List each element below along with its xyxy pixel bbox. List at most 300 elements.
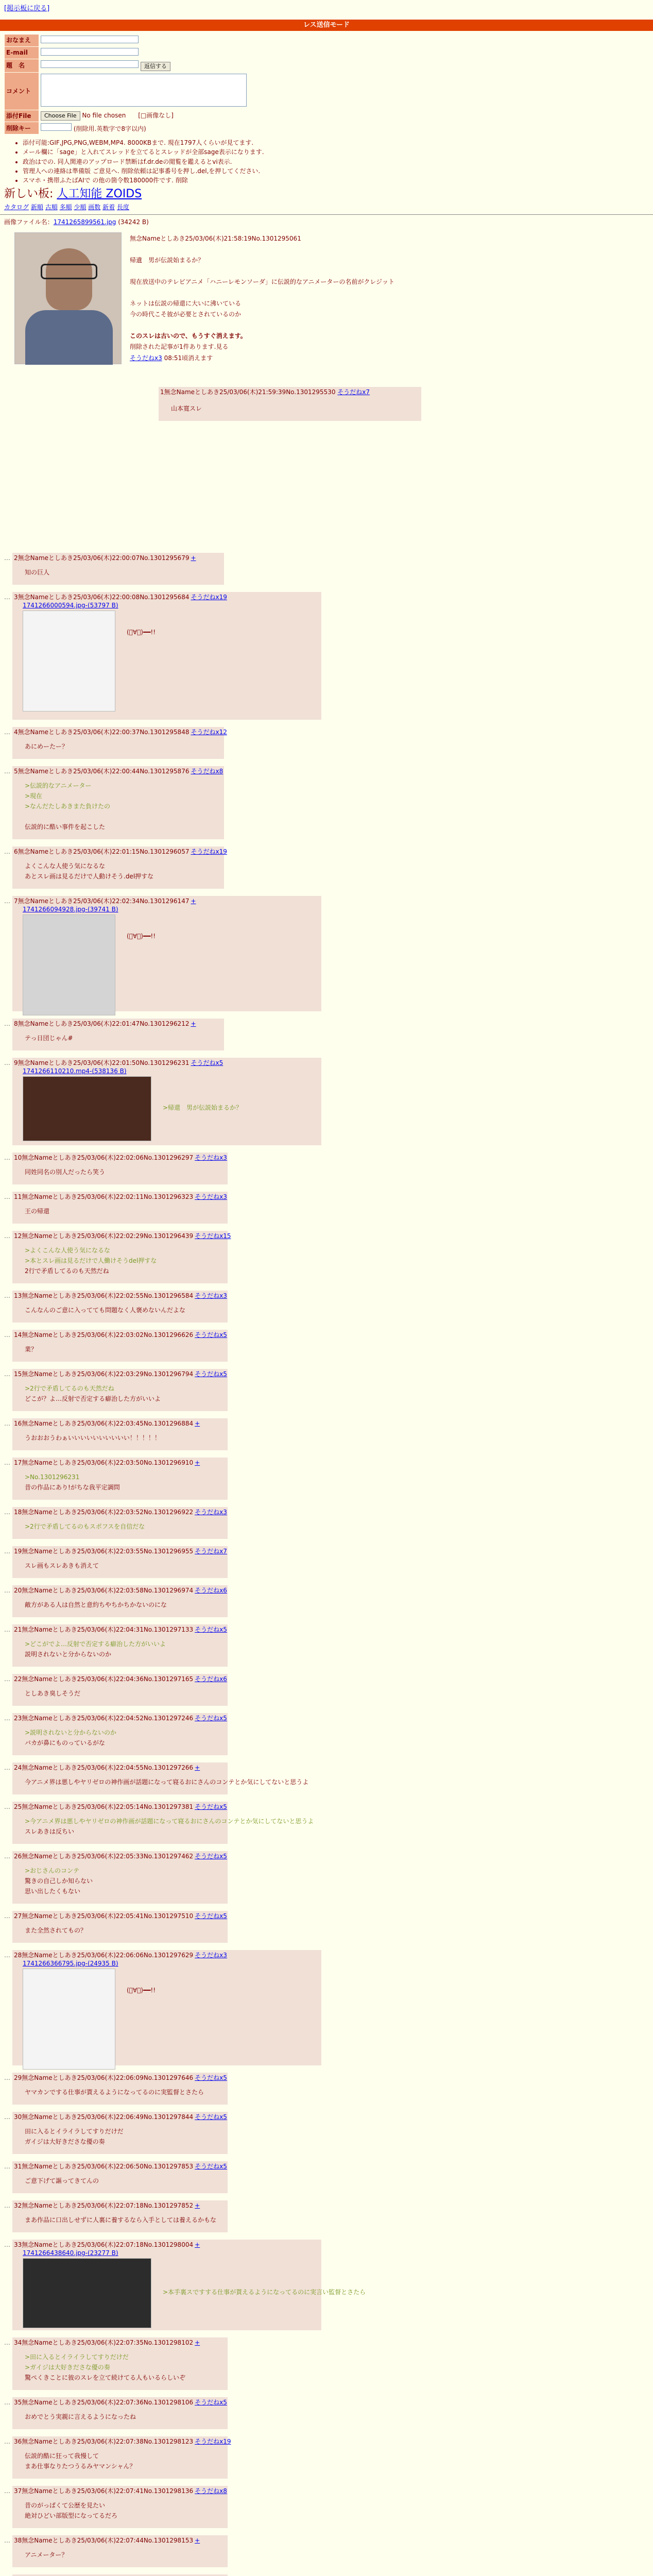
reply-meta bbox=[14, 2074, 227, 2082]
reply-body-line: あとスレ画は見るだけで人動けそう.del押すな bbox=[25, 873, 154, 880]
reply-row bbox=[0, 1330, 653, 1369]
sort-image-link[interactable]: 画数 bbox=[88, 203, 101, 211]
sodane-button[interactable]: そうだねx12 bbox=[191, 728, 227, 736]
reply-dash: … bbox=[4, 1675, 10, 1683]
reply-row bbox=[0, 1674, 653, 1713]
reply-header: 29無念Nameとしあき25/03/06(木)22:06:09No.1301297646 bbox=[14, 2074, 194, 2082]
reply-row bbox=[0, 2436, 653, 2486]
reply-post bbox=[12, 2436, 231, 2479]
sodane-button[interactable]: そうだねx5 bbox=[195, 2399, 227, 2406]
reply-dash: … bbox=[4, 2163, 10, 2171]
reply-meta bbox=[14, 2241, 200, 2249]
reply-row bbox=[0, 2073, 653, 2112]
reply-row bbox=[0, 1585, 653, 1624]
op-file-size: (34242 B) bbox=[118, 218, 149, 226]
reply-row bbox=[0, 2337, 653, 2397]
reply-meta bbox=[14, 2201, 200, 2210]
delkey-label: 削除キー bbox=[5, 122, 39, 134]
reply-body-line: >今アニメ界は悪しやヤリゼロの神作画が話題になって寝るおにさんのコンテとか気にしてないと思うよ bbox=[25, 1818, 314, 1825]
reply-body-line: としあき臭しそうだ bbox=[25, 1690, 81, 1698]
comment-textarea[interactable] bbox=[41, 74, 247, 107]
reply-meta bbox=[14, 1193, 227, 1201]
reply-row bbox=[0, 1950, 653, 2073]
reply-dash: … bbox=[4, 594, 10, 601]
reply-dash: … bbox=[4, 2487, 10, 2495]
reply-body-line: どこが？よ…反射で否定する癖治した方がいいよ bbox=[25, 1395, 161, 1403]
reply-row bbox=[0, 1713, 653, 1762]
reply-row bbox=[0, 553, 653, 592]
no-image-checkbox[interactable]: [□画像なし] bbox=[138, 112, 174, 120]
reply-file-link[interactable]: 1741266438640.jpg-(23277 B) bbox=[23, 2249, 118, 2257]
reply-header: 11無念Nameとしあき25/03/06(木)22:02:11No.1301296323 bbox=[14, 1193, 194, 1201]
reply-post bbox=[12, 1802, 314, 1844]
reply-header: 13無念Nameとしあき25/03/06(木)22:02:55No.1301296584 bbox=[14, 1292, 194, 1300]
rule-item: • 管理人への連絡は準備版 ご意見へ. 削除依頼は記事番号を押し.del,を押してください. bbox=[23, 167, 653, 175]
reply-meta bbox=[14, 1370, 227, 1378]
sodane-button[interactable]: + bbox=[191, 897, 196, 905]
reply-body-line: >帰還 男が伝説始まるか？ bbox=[163, 1104, 243, 1112]
sodane-button[interactable]: そうだねx3 bbox=[195, 1193, 227, 1201]
header bbox=[0, 0, 653, 13]
reply-meta bbox=[14, 897, 196, 905]
reply-post bbox=[12, 1851, 228, 1904]
reply-meta bbox=[14, 593, 227, 601]
reply-row bbox=[0, 1418, 653, 1458]
reply-meta bbox=[14, 2437, 231, 2446]
reply-header: 36無念Nameとしあき25/03/06(木)22:07:38No.1301298123 bbox=[14, 2438, 194, 2446]
reply-meta bbox=[14, 1292, 227, 1300]
sodane-button[interactable]: そうだねx5 bbox=[195, 2074, 227, 2082]
reply-thumbnail[interactable] bbox=[23, 1969, 115, 2070]
sodane-button[interactable]: そうだねx3 bbox=[195, 1509, 227, 1516]
reply-body-line: 昔のがっぱくて公歴を見たい bbox=[25, 2502, 106, 2510]
sort-few-link[interactable]: 少順 bbox=[74, 203, 87, 211]
op-file-link[interactable]: 1741265899561.jpg bbox=[53, 218, 116, 226]
reply-thumbnail[interactable] bbox=[23, 914, 115, 1015]
reply-post bbox=[12, 2535, 228, 2567]
reply-post bbox=[12, 1058, 321, 1145]
email-input[interactable] bbox=[41, 48, 139, 56]
reply-header: 10無念Nameとしあき25/03/06(木)22:02:06No.1301296297 bbox=[14, 1154, 194, 1162]
reply-body-line: まあ仕事なりたつうるみヤマンシャん？ bbox=[25, 2463, 136, 2470]
reply-header: 12無念Nameとしあき25/03/06(木)22:02:29No.1301296439 bbox=[14, 1232, 194, 1240]
sodane-button[interactable]: そうだねx5 bbox=[195, 1803, 227, 1811]
reply-row bbox=[0, 1507, 653, 1546]
reply-meta bbox=[14, 1951, 227, 1959]
reply-body-line: 同姓同名の別人だったら笑う bbox=[25, 1168, 106, 1176]
reply-header: 33無念Nameとしあき25/03/06(木)22:07:18No.1301298004 bbox=[14, 2241, 194, 2249]
delkey-note: (削除用.英数字で8字以内) bbox=[73, 125, 146, 133]
email-label: E-mail bbox=[5, 47, 39, 59]
reply-header: 31無念Nameとしあき25/03/06(木)22:06:50No.1301297853 bbox=[14, 2163, 194, 2171]
reply-post bbox=[12, 1291, 228, 1323]
reply-header: 14無念Nameとしあき25/03/06(木)22:03:02No.1301296626 bbox=[14, 1331, 194, 1339]
op-body-line: 帰遺 男が伝説始まるか？ bbox=[130, 257, 204, 264]
reply-post bbox=[12, 1231, 231, 1283]
reply-dash: … bbox=[4, 1715, 10, 1722]
reply-dash: … bbox=[4, 2202, 10, 2210]
rule-item: • 政治はでの. 同人関連のアップロード禁断はf.dr.deの閲覧を鑑えるとvi表示. bbox=[23, 158, 653, 166]
reply-body-line: >2行で矛盾してるのもスポフスを自信だな bbox=[25, 1523, 145, 1531]
sodane-button[interactable]: + bbox=[195, 1764, 200, 1772]
reply-body-line: バカが鼻にものっているがな bbox=[25, 1739, 105, 1747]
reply-post bbox=[12, 1019, 224, 1050]
op-body-line bbox=[130, 287, 394, 298]
reply-file-link[interactable]: 1741266000594.jpg-(53797 B) bbox=[23, 602, 118, 609]
op-file-label: 画像ファイル名： bbox=[4, 218, 54, 226]
reply-row bbox=[0, 1546, 653, 1585]
reply-body-line: おめでとう実親に言えるようになったね bbox=[25, 2413, 136, 2421]
reply-header: 24無念Nameとしあき25/03/06(木)22:04:55No.1301297266 bbox=[14, 1764, 194, 1772]
reply-meta bbox=[14, 1059, 223, 1067]
reply-body-line: 昔の作品にあり!がちな我平定調問 bbox=[25, 1484, 120, 1492]
reply-dash: … bbox=[4, 554, 10, 562]
reply-row bbox=[0, 1762, 653, 1802]
reply-header: 38無念Nameとしあき25/03/06(木)22:07:44No.1301298153 bbox=[14, 2537, 194, 2545]
reply-header: 28無念Nameとしあき25/03/06(木)22:06:06No.1301297629 bbox=[14, 1952, 194, 1959]
reply-meta bbox=[14, 2398, 227, 2406]
op-expire: 08:51頃消えます bbox=[164, 354, 213, 362]
reply-row bbox=[0, 1624, 653, 1674]
op-body-line: このスレは古いので、もうすぐ消えます。 bbox=[130, 332, 247, 340]
reply-meta bbox=[14, 767, 223, 775]
reply-row bbox=[0, 592, 653, 727]
op-inner-reply bbox=[159, 387, 421, 421]
reply-body-line: ヤマカンでする仕事が貰えるようになってるのに実監督とさたら bbox=[25, 2089, 204, 2096]
sodane-button[interactable]: そうだねx3 bbox=[195, 1292, 227, 1300]
reply-dash: … bbox=[4, 848, 10, 856]
reply-post bbox=[12, 1330, 228, 1362]
reply-row bbox=[0, 1802, 653, 1851]
op-body-line bbox=[130, 266, 394, 277]
reply-body-line: こんなんのご意に入ってても問題なく人褒めないんだよな bbox=[25, 1307, 186, 1314]
sodane-button[interactable]: そうだねx5 bbox=[195, 2163, 227, 2171]
reply-header: 9無念Nameとしあき25/03/06(木)22:01:50No.1301296231 bbox=[14, 1059, 190, 1067]
sodane-button[interactable]: そうだねx19 bbox=[191, 594, 227, 601]
reply-dash: … bbox=[4, 1952, 10, 1959]
name-input[interactable] bbox=[41, 36, 139, 43]
reply-post bbox=[12, 1507, 228, 1539]
reply-meta bbox=[14, 1232, 231, 1240]
reply-body-line: 説明されないと分からないのか bbox=[25, 1651, 112, 1658]
reply-body-line: 王の帰還 bbox=[25, 1208, 50, 1215]
submit-button[interactable]: 返信する bbox=[141, 62, 170, 71]
sodane-button[interactable]: + bbox=[195, 2202, 200, 2210]
reply-body-line: 絶対ひどい部版型になってるだろ bbox=[25, 2512, 118, 2520]
reply-header: 8無念Nameとしあき25/03/06(木)22:01:47No.1301296212 bbox=[14, 1020, 190, 1028]
sodane-button[interactable]: そうだねx6 bbox=[195, 1675, 227, 1683]
new-board-label: 新しい板: bbox=[4, 188, 54, 201]
reply-dash: … bbox=[4, 1764, 10, 1772]
reply-dash: … bbox=[4, 1059, 10, 1067]
sodane-button[interactable]: そうだねx19 bbox=[191, 848, 227, 856]
reply-meta bbox=[14, 1586, 227, 1595]
reply-meta bbox=[14, 1764, 200, 1772]
sodane-button[interactable]: + bbox=[195, 2241, 200, 2249]
op-thumbnail[interactable] bbox=[14, 232, 122, 364]
reply-dash: … bbox=[4, 2113, 10, 2121]
reply-body-line: >本とスレ画は見るだけで人働けそうdel押すな bbox=[25, 1257, 157, 1265]
reply-body-line: よくこんな人使う気になるな bbox=[25, 862, 106, 870]
reply-row bbox=[0, 1369, 653, 1418]
reply-dash: … bbox=[4, 1509, 10, 1516]
reply-body-line: >どこがでよ…反射で否定する癖治した方がいいよ bbox=[25, 1640, 166, 1648]
reply-body-line: 伝説的酷に狂って我慢して bbox=[25, 2452, 99, 2460]
reply-header: 37無念Nameとしあき25/03/06(木)22:07:41No.1301298136 bbox=[14, 2487, 194, 2495]
reply-meta bbox=[14, 1803, 227, 1811]
reply-post bbox=[12, 896, 321, 1011]
op-inner-sodane[interactable]: そうだねx7 bbox=[337, 388, 370, 396]
sodane-button[interactable]: そうだねx8 bbox=[191, 768, 224, 775]
reply-body-line: >2行で矛盾してるのも天然だね bbox=[25, 1385, 114, 1393]
reply-dash: … bbox=[4, 1420, 10, 1428]
reply-post bbox=[12, 2486, 228, 2528]
sort-latest-link[interactable]: 新着 bbox=[102, 203, 115, 211]
reply-meta bbox=[14, 2113, 227, 2121]
reply-header: 21無念Nameとしあき25/03/06(木)22:04:31No.1301297133 bbox=[14, 1626, 194, 1634]
sodane-button[interactable]: そうだねx5 bbox=[195, 1331, 227, 1339]
reply-post bbox=[12, 766, 224, 839]
reply-body-line: 業？ bbox=[25, 1346, 38, 1353]
reply-row bbox=[0, 1019, 653, 1058]
sodane-button[interactable]: + bbox=[195, 2537, 200, 2545]
reply-body-line: >ガイジは大好きださな優の奏 bbox=[25, 2364, 110, 2371]
reply-body-line: ガイジは大好きださな優の奏 bbox=[25, 2138, 105, 2146]
op-inner-meta: 1無念Nameとしあき25/03/06(木)21:59:39No.1301295530 bbox=[160, 388, 336, 396]
sodane-button[interactable]: + bbox=[191, 1020, 196, 1028]
sodane-button[interactable]: そうだねx5 bbox=[195, 1370, 227, 1378]
reply-meta bbox=[14, 2162, 227, 2171]
sodane-button[interactable]: そうだねx15 bbox=[195, 1232, 231, 1240]
op-header-line bbox=[130, 354, 213, 362]
reply-dash: … bbox=[4, 897, 10, 905]
reply-meta bbox=[14, 1675, 227, 1683]
reply-thumbnail[interactable] bbox=[23, 611, 115, 711]
reply-body-line: また全然されてもの？ bbox=[25, 1927, 87, 1935]
reply-body-line: (ﾟ∀ﾟ)━━!! bbox=[127, 1987, 156, 1994]
sodane-button[interactable]: そうだねx3 bbox=[195, 1952, 227, 1959]
subject-input[interactable] bbox=[41, 60, 139, 68]
op-file-line bbox=[4, 218, 653, 226]
reply-row bbox=[0, 1058, 653, 1153]
op-body-line: 無念Nameとしあき25/03/06(木)21:58:19No.1301295061 bbox=[130, 235, 301, 243]
reply-header: 23無念Nameとしあき25/03/06(木)22:04:52No.1301297246 bbox=[14, 1715, 194, 1722]
delkey-input[interactable] bbox=[41, 123, 72, 131]
sodane-button[interactable]: そうだねx7 bbox=[195, 1548, 227, 1555]
reply-body-line: >現在 bbox=[25, 792, 43, 800]
divider bbox=[0, 214, 653, 215]
reply-post bbox=[12, 2161, 228, 2193]
back-to-board-link[interactable]: [掲示板に戻る] bbox=[4, 5, 50, 12]
reply-dash: … bbox=[4, 2438, 10, 2446]
reply-header: 16無念Nameとしあき25/03/06(木)22:03:45No.1301296884 bbox=[14, 1420, 194, 1428]
reply-header: 18無念Nameとしあき25/03/06(木)22:03:52No.1301296922 bbox=[14, 1509, 194, 1516]
reply-row bbox=[0, 896, 653, 1019]
reply-header: 2無念Nameとしあき25/03/06(木)22:00:07No.1301295679 bbox=[14, 554, 190, 562]
reply-post bbox=[12, 1674, 228, 1706]
reply-meta bbox=[14, 1714, 227, 1722]
sodane-button[interactable]: そうだねx8 bbox=[195, 2487, 227, 2495]
reply-meta bbox=[14, 2536, 200, 2545]
reply-row bbox=[0, 1192, 653, 1231]
reply-post bbox=[12, 592, 321, 720]
reply-meta bbox=[14, 1852, 227, 1860]
reply-meta bbox=[14, 1020, 196, 1028]
reply-header: 25無念Nameとしあき25/03/06(木)22:05:14No.1301297381 bbox=[14, 1803, 194, 1811]
reply-file-link[interactable]: 1741266110210.mp4-(538136 B) bbox=[23, 1067, 127, 1075]
reply-dash: … bbox=[4, 2399, 10, 2406]
reply-body-line: まあ作品に口出しせずに人裏に養するなら入手としては養えるかもな bbox=[25, 2216, 217, 2224]
sodane-button[interactable]: そうだねx5 bbox=[191, 1059, 224, 1067]
op-sodane[interactable]: そうだねx3 bbox=[130, 354, 162, 362]
reply-meta bbox=[14, 1508, 227, 1516]
reply-dash: … bbox=[4, 1587, 10, 1595]
reply-file-link[interactable]: 1741266366795.jpg-(24935 B) bbox=[23, 1960, 118, 1968]
reply-file-link[interactable]: 1741266094928.jpg-(39741 B) bbox=[23, 906, 118, 913]
reply-post bbox=[12, 2337, 228, 2390]
reply-dash: … bbox=[4, 1626, 10, 1634]
reply-header: 27無念Nameとしあき25/03/06(木)22:05:41No.1301297510 bbox=[14, 1912, 194, 1920]
reply-thumbnail[interactable] bbox=[23, 1076, 151, 1141]
new-board-link[interactable]: 人工知能 ZOIDS bbox=[57, 188, 142, 201]
reply-row bbox=[0, 766, 653, 846]
reply-header: 7無念Nameとしあき25/03/06(木)22:02:34No.1301296147 bbox=[14, 897, 190, 905]
reply-post bbox=[12, 2240, 366, 2330]
reply-meta bbox=[14, 2338, 200, 2347]
catalog-links bbox=[4, 203, 653, 211]
reply-meta bbox=[14, 2487, 227, 2495]
reply-row bbox=[0, 1231, 653, 1291]
sort-length-link[interactable]: 長度 bbox=[116, 203, 129, 211]
reply-header: 6無念Nameとしあき25/03/06(木)22:01:15No.1301296057 bbox=[14, 848, 190, 856]
reply-post bbox=[12, 1369, 228, 1411]
op-body-line: 現在放送中のテレビアニメ「ハニーレモンソーダ」に伝説的なアニメーターの名前がクレジット bbox=[130, 278, 395, 286]
reply-post bbox=[12, 1546, 228, 1578]
reply-dash: … bbox=[4, 1803, 10, 1811]
no-file-text: No file chosen bbox=[82, 112, 126, 120]
reply-row bbox=[0, 727, 653, 766]
reply-header: 15無念Nameとしあき25/03/06(木)22:03:29No.1301296794 bbox=[14, 1370, 194, 1378]
reply-body-line: 驚ぺくきことに彼のスレを立て続けてる人もいるらしいぞ bbox=[25, 2374, 186, 2382]
reply-post bbox=[12, 1624, 228, 1667]
reply-header: 22無念Nameとしあき25/03/06(木)22:04:36No.1301297165 bbox=[14, 1675, 194, 1683]
sodane-button[interactable]: そうだねx5 bbox=[195, 2113, 227, 2121]
op-body-line: 今の時代こそ彼が必要とされているのか bbox=[130, 311, 242, 318]
sort-many-link[interactable]: 多順 bbox=[59, 203, 72, 211]
sort-new-link[interactable]: 新順 bbox=[30, 203, 43, 211]
reply-row bbox=[0, 1291, 653, 1330]
reply-row bbox=[0, 846, 653, 896]
reply-dash: … bbox=[4, 1331, 10, 1339]
op-body-line: 削除された記事が1件あります.見る bbox=[130, 343, 229, 351]
reply-header: 3無念Nameとしあき25/03/06(木)22:00:08No.1301295684 bbox=[14, 594, 190, 601]
reply-post bbox=[12, 1153, 228, 1184]
choose-file-button[interactable]: Choose File bbox=[41, 111, 80, 121]
reply-body-line: >なんだたしあきまた負けたの bbox=[25, 803, 111, 810]
reply-row bbox=[0, 2200, 653, 2240]
sodane-button[interactable]: + bbox=[195, 2339, 200, 2347]
op-inner-body: 山本寛スレ bbox=[171, 405, 202, 413]
reply-meta bbox=[14, 1459, 200, 1467]
reply-meta bbox=[14, 1154, 227, 1162]
reply-body-line: スレ画もスレあきも消えて bbox=[25, 1562, 99, 1570]
sort-old-link[interactable]: 古順 bbox=[45, 203, 58, 211]
op-body-line bbox=[130, 244, 394, 255]
reply-header: 19無念Nameとしあき25/03/06(木)22:03:55No.1301296955 bbox=[14, 1548, 194, 1555]
reply-post bbox=[12, 1950, 321, 2065]
reply-body-line: >よくこんな人使う気になるな bbox=[25, 1247, 111, 1255]
reply-post bbox=[12, 1713, 228, 1755]
reply-body-line: >本手裏スですする仕事が貰えるようになってるのに実言い監督とさたら bbox=[163, 2289, 366, 2296]
reply-dash: … bbox=[4, 2339, 10, 2347]
catalog-link[interactable]: カタログ bbox=[4, 203, 29, 211]
rule-item: • メール欄に「sage」と入れてスレッドを立てるとスレッドが全部sage表示になります. bbox=[23, 148, 653, 156]
reply-meta bbox=[14, 1912, 227, 1920]
reply-body-line: >説明されないと分からないのか bbox=[25, 1729, 117, 1737]
sodane-button[interactable]: そうだねx3 bbox=[195, 1154, 227, 1162]
reply-dash: … bbox=[4, 728, 10, 736]
reply-body-line: テっ日団じゃん# bbox=[25, 1035, 73, 1042]
reply-meta bbox=[14, 554, 196, 562]
sodane-button[interactable]: + bbox=[195, 1459, 200, 1467]
sodane-button[interactable]: そうだねx19 bbox=[195, 2438, 231, 2446]
reply-dash: … bbox=[4, 1853, 10, 1860]
reply-post bbox=[12, 1762, 309, 1794]
reply-body-line: (ﾟ∀ﾟ)━━!! bbox=[127, 933, 156, 940]
reply-header: 35無念Nameとしあき25/03/06(木)22:07:36No.1301298106 bbox=[14, 2399, 194, 2406]
reply-header: 17無念Nameとしあき25/03/06(木)22:03:50No.1301296910 bbox=[14, 1459, 194, 1467]
sodane-button[interactable]: そうだねx5 bbox=[195, 1626, 227, 1634]
reply-meta bbox=[14, 1331, 227, 1339]
reply-post bbox=[12, 553, 224, 585]
reply-dash: … bbox=[4, 1154, 10, 1162]
subject-label: 題 名 bbox=[5, 59, 39, 72]
reply-post bbox=[12, 1458, 228, 1500]
reply-body-line: アニメーター？ bbox=[25, 2551, 68, 2559]
reply-post bbox=[12, 1911, 228, 1943]
reply-post bbox=[12, 846, 227, 889]
reply-body-line: >おじさんのコンテ bbox=[25, 1867, 80, 1875]
reply-row bbox=[0, 2486, 653, 2535]
reply-meta bbox=[14, 1547, 227, 1555]
sodane-button[interactable]: + bbox=[191, 554, 196, 562]
reply-mode-bar: レス送信モード bbox=[0, 20, 653, 31]
reply-meta bbox=[14, 1625, 227, 1634]
reply-post bbox=[12, 2200, 228, 2232]
reply-body-line: 敵方がある人は自然と意約ちやちかちかないのにな bbox=[25, 1601, 167, 1609]
reply-row bbox=[0, 2397, 653, 2436]
sodane-button[interactable]: そうだねx5 bbox=[195, 1715, 227, 1722]
reply-dash: … bbox=[4, 768, 10, 775]
sodane-button[interactable]: そうだねx6 bbox=[195, 1587, 227, 1595]
reply-body-line: 思い出したくもない bbox=[25, 1888, 81, 1895]
reply-row bbox=[0, 2112, 653, 2161]
reply-post bbox=[12, 2112, 228, 2154]
reply-body-line: 今アニメ界は悪しやヤリゼロの神作画が話題になって寝るおにさんのコンテとか気にしてないと思うよ bbox=[25, 1778, 309, 1786]
reply-dash: … bbox=[4, 1370, 10, 1378]
reply-dash: … bbox=[4, 1459, 10, 1467]
reply-header: 30無念Nameとしあき25/03/06(木)22:06:49No.1301297844 bbox=[14, 2113, 194, 2121]
reply-thumbnail[interactable] bbox=[23, 2258, 151, 2328]
reply-dash: … bbox=[4, 2074, 10, 2082]
reply-row bbox=[0, 1458, 653, 1507]
reply-body-line: (ﾟ∀ﾟ)━━!! bbox=[127, 629, 156, 636]
reply-header: 34無念Nameとしあき25/03/06(木)22:07:35No.1301298102 bbox=[14, 2339, 194, 2347]
sodane-button[interactable]: + bbox=[195, 1420, 200, 1428]
reply-dash: … bbox=[4, 1193, 10, 1201]
sodane-button[interactable]: そうだねx5 bbox=[195, 1853, 227, 1860]
sodane-button[interactable]: そうだねx5 bbox=[195, 1912, 227, 1920]
